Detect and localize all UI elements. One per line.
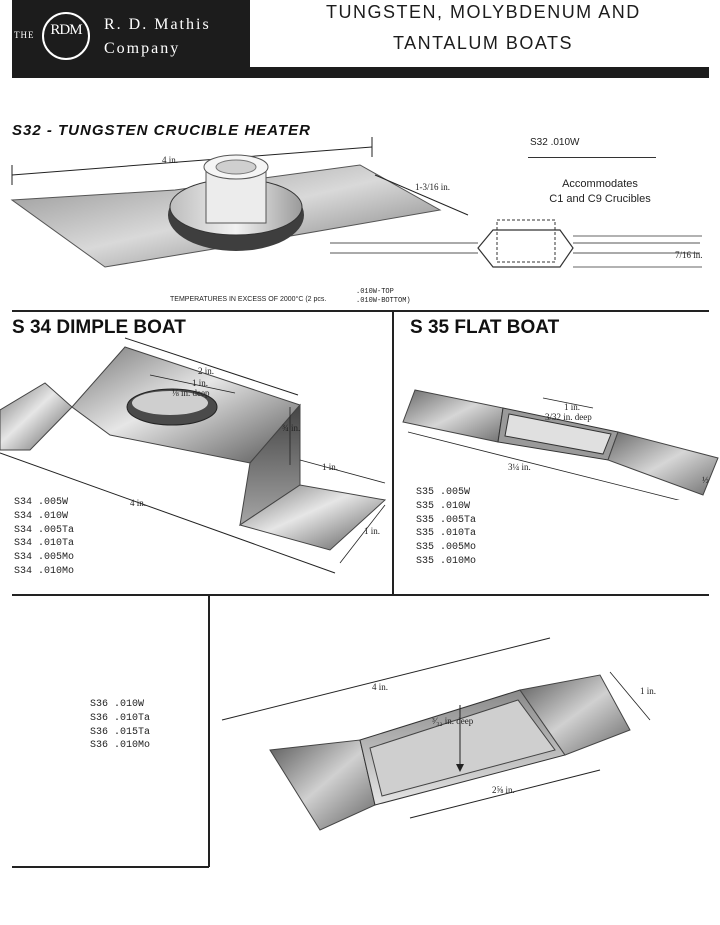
- s35-flat-boat-illustration: [393, 380, 720, 500]
- company-name-line1: R. D. Mathis: [104, 16, 211, 33]
- s32-temp-bottom: .010W-BOTTOM): [356, 297, 411, 305]
- s35-dim-1in: 1 in.: [564, 402, 581, 412]
- company-name-line2: Company: [104, 40, 181, 57]
- s32-heater-illustration: [0, 135, 720, 310]
- section-divider-2: [12, 594, 709, 596]
- s35-dim-deep: 3/32 in. deep: [545, 412, 592, 422]
- s32-dim-height: 7/16 in.: [675, 250, 703, 260]
- s36-dim-deep: ³⁄₃₂ in. deep: [432, 716, 474, 726]
- s32-title: S32 - TUNGSTEN CRUCIBLE HEATER: [12, 122, 311, 139]
- list-item: S34 .010Ta: [14, 538, 75, 550]
- s36-dim-bottom: 2⅝ in.: [492, 785, 515, 795]
- list-item: S35 .005Mo: [416, 542, 477, 554]
- s32-note-line2: C1 and C9 Crucibles: [549, 193, 651, 205]
- s34-spec-list: [14, 496, 74, 579]
- s35-spec-list: [416, 486, 476, 569]
- logo-monogram: RDM: [50, 22, 82, 38]
- list-item: S36 .015Ta: [90, 726, 151, 738]
- logo-prefix: THE: [14, 30, 35, 40]
- s34-title: S 34 DIMPLE BOAT: [12, 317, 186, 338]
- s32-dim-length: 4 in.: [162, 155, 179, 165]
- s34-dim-2in: 2 in.: [198, 366, 215, 376]
- s36-dim-4in: 4 in.: [372, 682, 389, 692]
- s35-dim-length: 3¼ in.: [508, 462, 531, 472]
- s36-boat-illustration: [210, 620, 710, 850]
- page-title-line1: TUNGSTEN, MOLYBDENUM AND: [326, 2, 641, 22]
- list-item: S35 .005W: [416, 487, 471, 498]
- s34-dim-1in-top: 1 in.: [192, 378, 209, 388]
- list-item: S34 .005Ta: [14, 524, 75, 536]
- s34-dim-deep: ⅛ in. deep: [172, 388, 210, 398]
- s34-dim-34: ¾ in.: [282, 423, 301, 433]
- list-item: S34 .010Mo: [14, 565, 75, 577]
- s34-dim-1in-bottom: 1 in.: [364, 526, 381, 536]
- s32-note-line1: Accommodates: [562, 178, 638, 190]
- list-item: S35 .010Mo: [416, 555, 477, 567]
- section-divider-1: [12, 310, 709, 312]
- list-item: S35 .005Ta: [416, 514, 477, 526]
- s34-dim-1in-right: 1 in.: [322, 462, 339, 472]
- list-item: S36 .010W: [90, 699, 145, 710]
- s32-temperature-note: TEMPERATURES IN EXCESS OF 2000°C (2 pcs.: [170, 296, 327, 303]
- list-item: S36 .010Ta: [90, 712, 151, 724]
- s32-temp-top: .010W-TOP: [356, 288, 394, 296]
- page-title-line2: TANTALUM BOATS: [393, 33, 574, 53]
- list-item: S36 .010Mo: [90, 740, 151, 752]
- s35-dim-width: ½: [702, 475, 709, 485]
- section-divider-3: [12, 866, 209, 868]
- header-rule: [12, 67, 709, 78]
- list-item: S34 .005W: [14, 497, 69, 508]
- s36-spec-list: [90, 698, 150, 753]
- list-item: S34 .005Mo: [14, 552, 75, 564]
- list-item: S34 .010W: [14, 510, 69, 522]
- s35-title: S 35 FLAT BOAT: [410, 317, 560, 338]
- s32-dim-width: 1-3/16 in.: [415, 182, 450, 192]
- list-item: S35 .010Ta: [416, 528, 477, 540]
- s36-dim-1in: 1 in.: [640, 686, 657, 696]
- list-item: S35 .010W: [416, 500, 471, 512]
- s34-dim-4in: 4 in.: [130, 498, 147, 508]
- s32-spec: S32 .010W: [530, 137, 580, 148]
